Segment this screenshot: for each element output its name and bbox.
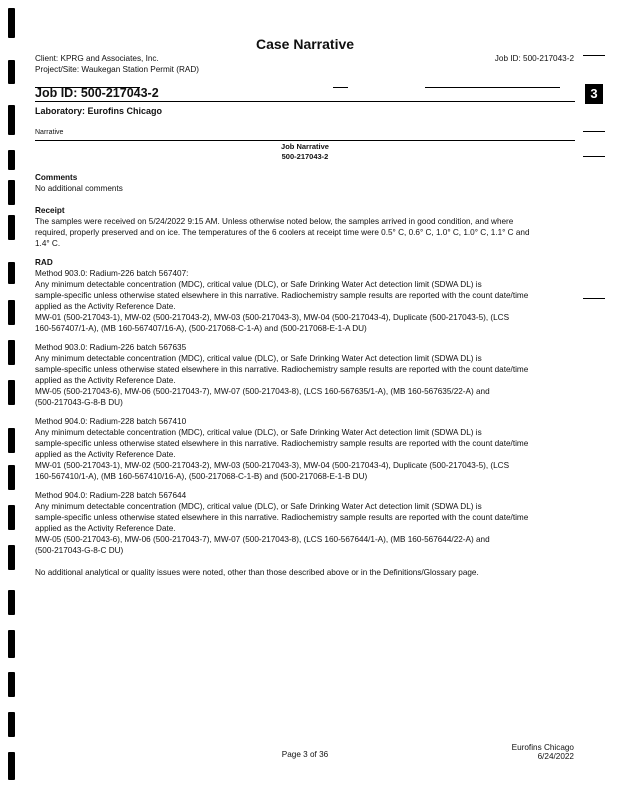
scan-mark	[8, 180, 15, 205]
text-line: applied as the Activity Reference Date.	[35, 302, 176, 311]
text-line: applied as the Activity Reference Date.	[35, 376, 176, 385]
text-line: The samples were received on 5/24/2022 9:15 AM. Unless otherwise noted below, the samples arrived in good condition, and where	[35, 217, 514, 226]
text-line: applied as the Activity Reference Date.	[35, 524, 176, 533]
scan-mark	[8, 590, 15, 615]
scan-mark	[8, 630, 15, 658]
divider	[35, 101, 575, 102]
narrative-label: Narrative	[35, 129, 64, 136]
receipt-section	[35, 205, 575, 249]
text-line: 1.4° C.	[35, 239, 61, 248]
comments-section	[35, 172, 575, 194]
text-line: Any minimum detectable concentration (MDC), critical value (DLC), or Safe Drinking Water Act detection limit (SDWA DL) is	[35, 280, 482, 289]
method-section	[35, 342, 575, 408]
closing-note	[35, 567, 575, 578]
job-id-header: Job ID: 500-217043-2	[494, 54, 574, 63]
text-line: No additional comments	[35, 184, 123, 193]
text-line: (500-217043-G-8-C DU)	[35, 546, 124, 555]
scan-mark	[8, 300, 15, 325]
method-heading: Method 904.0: Radium-228 batch 567644	[35, 491, 187, 500]
text-line: MW-05 (500-217043-6), MW-06 (500-217043-7), MW-07 (500-217043-8), (LCS 160-567644/1-A), (MB 160-567644/22-A) and	[35, 535, 490, 544]
tab-divider	[583, 298, 605, 299]
job-narrative-title: Job Narrative	[281, 142, 329, 151]
method-heading: Method 904.0: Radium-228 batch 567410	[35, 417, 187, 426]
text-line: (500-217043-G-8-B DU)	[35, 398, 123, 407]
scan-mark	[8, 105, 15, 135]
text-line: MW-01 (500-217043-1), MW-02 (500-217043-2), MW-03 (500-217043-3), MW-04 (500-217043-4), Duplicate (500-217043-5), (LCS	[35, 461, 510, 470]
footer-lab: Eurofins Chicago	[511, 743, 574, 752]
method-section	[35, 416, 575, 482]
text-line: sample-specific unless otherwise stated elsewhere in this narrative. Radiochemistry sample results are reported with the count date/time	[35, 291, 529, 300]
text-line: No additional analytical or quality issues were noted, other than those described above or in the Definitions/Glossary page.	[35, 568, 479, 577]
tab-divider	[583, 131, 605, 132]
page-title: Case Narrative	[255, 36, 355, 52]
text-line: sample-specific unless otherwise stated elsewhere in this narrative. Radiochemistry sample results are reported with the count date/time	[35, 439, 529, 448]
job-narrative-id: 500-217043-2	[281, 152, 329, 161]
scan-mark	[8, 380, 15, 405]
client-label: Client: KPRG and Associates, Inc.	[35, 54, 159, 63]
scan-mark	[8, 672, 15, 697]
job-id-heading: Job ID: 500-217043-2	[35, 86, 159, 100]
project-label: Project/Site: Waukegan Station Permit (RAD)	[35, 65, 199, 74]
text-line: 160-567407/1-A), (MB 160-567407/16-A), (500-217068-C-1-A) and (500-217068-E-1-A DU)	[35, 324, 367, 333]
text-line: Any minimum detectable concentration (MDC), critical value (DLC), or Safe Drinking Water Act detection limit (SDWA DL) is	[35, 354, 482, 363]
scan-mark	[8, 712, 15, 737]
text-line: applied as the Activity Reference Date.	[35, 450, 176, 459]
divider	[35, 140, 575, 141]
method-heading: Method 903.0: Radium-226 batch 567407:	[35, 269, 189, 278]
tab-divider	[583, 55, 605, 56]
text-line: sample-specific unless otherwise stated elsewhere in this narrative. Radiochemistry sample results are reported with the count date/time	[35, 513, 529, 522]
text-line: required, properly preserved and on ice. The temperatures of the 6 coolers at receipt time were 0.5° C, 0.6° C, 1.0° C, 1.0° C, 1.1° C and	[35, 228, 530, 237]
section-heading: RAD	[35, 258, 53, 267]
page-number: Page 3 of 36	[281, 750, 329, 759]
scan-mark	[8, 215, 15, 240]
scan-mark	[8, 505, 15, 530]
scan-mark	[8, 340, 15, 365]
text-line: MW-05 (500-217043-6), MW-06 (500-217043-7), MW-07 (500-217043-8), (LCS 160-567635/1-A), (MB 160-567635/22-A) and	[35, 387, 490, 396]
scan-mark	[8, 8, 15, 38]
text-line: sample-specific unless otherwise stated elsewhere in this narrative. Radiochemistry sample results are reported with the count date/time	[35, 365, 529, 374]
text-line: MW-01 (500-217043-1), MW-02 (500-217043-2), MW-03 (500-217043-3), MW-04 (500-217043-4), Duplicate (500-217043-5), (LCS	[35, 313, 510, 322]
section-heading: Receipt	[35, 206, 65, 215]
section-tab: 3	[585, 84, 603, 104]
divider	[333, 87, 348, 88]
scan-mark	[8, 60, 15, 84]
laboratory-label: Laboratory: Eurofins Chicago	[35, 106, 163, 116]
method-heading: Method 903.0: Radium-226 batch 567635	[35, 343, 187, 352]
text-line: 160-567410/1-A), (MB 160-567410/16-A), (500-217068-C-1-B) and (500-217068-E-1-B DU)	[35, 472, 368, 481]
scan-mark	[8, 428, 15, 453]
scan-mark	[8, 262, 15, 284]
scan-mark	[8, 465, 15, 490]
method-section	[35, 490, 575, 556]
text-line: Any minimum detectable concentration (MDC), critical value (DLC), or Safe Drinking Water Act detection limit (SDWA DL) is	[35, 428, 482, 437]
text-line: Any minimum detectable concentration (MDC), critical value (DLC), or Safe Drinking Water Act detection limit (SDWA DL) is	[35, 502, 482, 511]
divider	[425, 87, 560, 88]
scan-mark	[8, 545, 15, 570]
footer-date: 6/24/2022	[537, 752, 574, 761]
method-section	[35, 268, 575, 334]
section-heading: Comments	[35, 173, 78, 182]
